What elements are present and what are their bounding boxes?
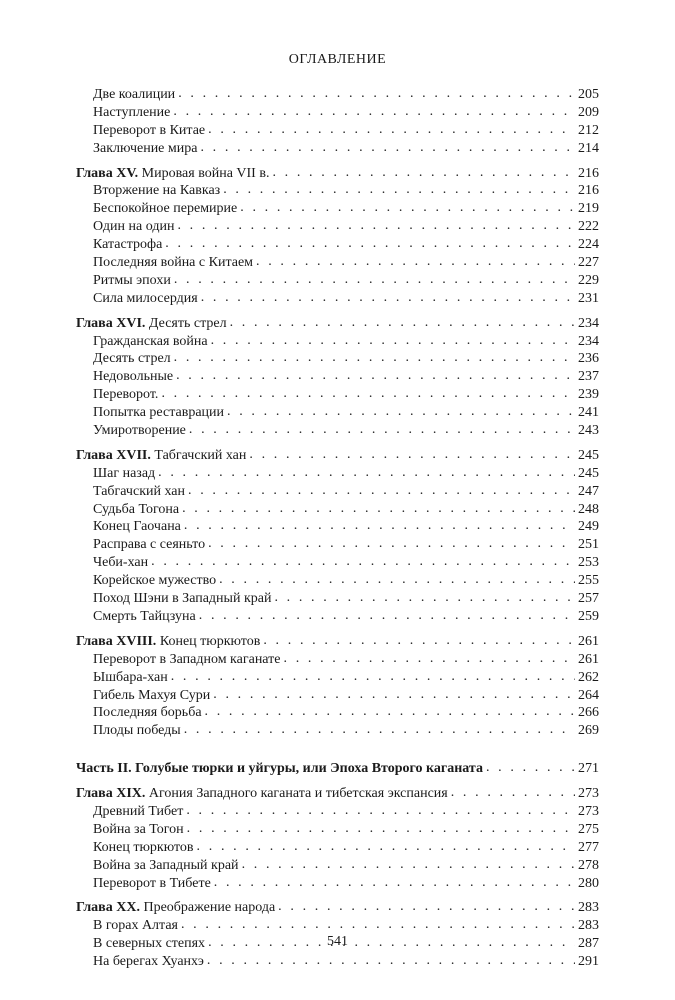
toc-entry[interactable] [76, 917, 599, 935]
toc-entry[interactable] [76, 483, 599, 501]
toc-entry-text: Беспокойное перемирие [93, 201, 238, 217]
toc-entry-text: Война за Западный край [93, 857, 239, 873]
toc-entry-page: 253 [578, 555, 599, 571]
dot-leader [188, 482, 575, 500]
dot-leader [284, 650, 576, 668]
dot-leader [242, 856, 575, 874]
toc-entry[interactable] [76, 140, 599, 158]
toc-entry[interactable] [76, 350, 599, 368]
toc-entry[interactable] [76, 104, 599, 122]
toc-entry-page: 249 [578, 519, 599, 535]
toc-entry-text: Древний Тибет [93, 803, 184, 819]
toc-entry-page: 261 [578, 633, 599, 649]
toc-entry-text: Конец Гаочана [93, 519, 181, 535]
toc-entry-title [76, 447, 246, 465]
dot-leader [176, 367, 575, 385]
toc-entry-title [93, 465, 155, 483]
toc-entry-text: Попытка реставрации [93, 405, 225, 421]
toc-entry-title [93, 86, 175, 104]
toc-entry-text: Один на один [93, 219, 175, 235]
toc-entry[interactable] [76, 254, 599, 272]
toc-entry-page: 273 [578, 803, 599, 819]
toc-entry[interactable] [76, 572, 599, 590]
toc-entry[interactable] [76, 953, 599, 971]
toc-entry-page: 275 [578, 821, 599, 837]
dot-leader [451, 784, 575, 802]
toc-entry-text: Агония Западного каганата и тибетская экспансия [148, 786, 448, 802]
toc-entry-title [93, 104, 170, 122]
toc-entry-text: Корейское мужество [93, 573, 217, 589]
toc-entry-title [93, 290, 198, 308]
dot-leader [151, 553, 575, 571]
toc-entry[interactable] [76, 651, 599, 669]
toc-entry-page: 273 [578, 786, 599, 802]
toc-entry-text: Война за Тогон [93, 821, 184, 837]
running-header: ОГЛАВЛЕНИЕ [288, 52, 387, 67]
table-of-contents [76, 86, 599, 971]
dot-leader [184, 721, 575, 739]
toc-entry-text: Умиротворение [93, 423, 186, 439]
dot-leader [189, 421, 575, 439]
toc-entry[interactable] [76, 590, 599, 608]
dot-leader [223, 181, 575, 199]
toc-entry-page: 271 [578, 761, 599, 777]
toc-entry-page: 216 [578, 165, 599, 181]
toc-entry-text: Ритмы эпохи [93, 272, 171, 288]
toc-entry-page: 255 [578, 573, 599, 589]
toc-entry-text: В северных степях [93, 936, 206, 952]
toc-entry-page: 214 [578, 140, 599, 156]
toc-entry-text: Десять стрел [148, 315, 227, 331]
toc-entry-title [93, 669, 168, 687]
dot-leader [272, 164, 575, 182]
dot-leader [182, 500, 575, 518]
toc-entry-label: Глава XX. [76, 900, 140, 916]
toc-entry-text: Переворот в Западном каганате [93, 651, 281, 667]
dot-leader [274, 589, 575, 607]
dot-leader [208, 121, 575, 139]
toc-entry-title [93, 722, 181, 740]
toc-entry-page: 229 [578, 272, 599, 288]
toc-entry-text: Сила милосердия [93, 290, 198, 306]
dot-leader [213, 686, 575, 704]
toc-entry[interactable] [76, 722, 599, 740]
toc-entry-text: На берегах Хуанхэ [93, 954, 204, 970]
toc-part[interactable] [76, 760, 599, 778]
toc-entry-page: 283 [578, 900, 599, 916]
toc-entry-text: Наступление [93, 104, 171, 120]
toc-entry[interactable] [76, 386, 599, 404]
toc-entry-text: Ышбара-хан [93, 669, 168, 685]
dot-leader [211, 332, 575, 350]
toc-entry-title [93, 608, 196, 626]
toc-entry-text: Гибель Махуя Сури [93, 687, 211, 703]
toc-entry[interactable] [76, 272, 599, 290]
toc-entry-text: Десять стрел [93, 351, 171, 367]
toc-entry-page: 261 [578, 651, 599, 667]
toc-entry[interactable] [76, 554, 599, 572]
toc-entry-page: 222 [578, 219, 599, 235]
toc-entry[interactable] [76, 518, 599, 536]
dot-leader [171, 668, 575, 686]
toc-entry[interactable] [76, 875, 599, 893]
toc-entry-text: Заключение мира [93, 140, 198, 156]
toc-entry-label: Глава XVIII. [76, 633, 157, 649]
toc-entry-page: 257 [578, 591, 599, 607]
toc-entry-page: 209 [578, 104, 599, 120]
dot-leader [230, 314, 575, 332]
dot-leader [173, 103, 575, 121]
toc-entry[interactable] [76, 218, 599, 236]
toc-entry-title [76, 899, 275, 917]
toc-entry[interactable] [76, 86, 599, 104]
dot-leader [200, 139, 575, 157]
toc-entry-title [93, 483, 185, 501]
toc-entry-text: Гражданская война [93, 333, 208, 349]
toc-entry[interactable] [76, 465, 599, 483]
toc-entry-page: 212 [578, 122, 599, 138]
toc-entry-label: Глава XV. [76, 165, 139, 181]
toc-entry-page: 259 [578, 608, 599, 624]
toc-chapter[interactable] [76, 315, 599, 333]
toc-entry[interactable] [76, 200, 599, 218]
toc-entry-title [93, 422, 186, 440]
toc-entry-title [93, 350, 171, 368]
toc-entry-text: Табгачский хан [93, 483, 185, 499]
toc-entry-page: 216 [578, 183, 599, 199]
dot-leader [249, 446, 575, 464]
toc-entry-title [93, 182, 220, 200]
toc-entry-title [93, 554, 148, 572]
toc-entry-page: 283 [578, 918, 599, 934]
toc-entry-text: Плоды победы [93, 723, 181, 739]
dot-leader [205, 703, 575, 721]
dot-leader [201, 289, 575, 307]
toc-entry-page: 224 [578, 237, 599, 253]
toc-entry-page: 291 [578, 954, 599, 970]
dot-leader [219, 571, 575, 589]
toc-entry-title [93, 953, 204, 971]
toc-chapter[interactable] [76, 785, 599, 803]
toc-entry-title [93, 140, 197, 158]
toc-entry-title [93, 518, 181, 536]
toc-entry-page: 237 [578, 369, 599, 385]
toc-entry-page: 239 [578, 387, 599, 403]
toc-entry-title [93, 501, 179, 519]
toc-entry-title [93, 333, 208, 351]
toc-entry-title [93, 236, 162, 254]
toc-entry-title [93, 272, 171, 290]
toc-entry[interactable] [76, 803, 599, 821]
toc-entry-label: Часть II. Голубые тюрки и уйгуры, или Эпоха Второго каганата [76, 761, 483, 777]
toc-entry-title [93, 218, 174, 236]
toc-entry[interactable] [76, 536, 599, 554]
toc-entry-page: 227 [578, 255, 599, 271]
toc-entry-title [93, 404, 224, 422]
dot-leader [486, 759, 575, 777]
toc-entry-page: 205 [578, 87, 599, 102]
toc-entry[interactable] [76, 236, 599, 254]
toc-entry-page: 262 [578, 669, 599, 685]
toc-entry[interactable] [76, 839, 599, 857]
toc-entry-title [93, 857, 239, 875]
toc-entry-page: 266 [578, 705, 599, 721]
toc-entry-title [93, 803, 183, 821]
toc-chapter[interactable] [76, 165, 599, 183]
page-number: 541 [327, 934, 348, 949]
dot-leader [177, 217, 575, 235]
dot-leader [197, 838, 575, 856]
toc-entry-page: 234 [578, 333, 599, 349]
toc-entry-title [93, 651, 281, 669]
toc-entry[interactable] [76, 404, 599, 422]
dot-leader [174, 271, 575, 289]
toc-entry-page: 278 [578, 857, 599, 873]
toc-entry-title [93, 917, 178, 935]
dot-leader [161, 385, 575, 403]
toc-entry-page: 234 [578, 315, 599, 331]
toc-entry[interactable] [76, 333, 599, 351]
toc-entry[interactable] [76, 182, 599, 200]
toc-entry-text: Мировая война VII в. [141, 165, 270, 181]
toc-entry-title [93, 254, 253, 272]
toc-entry[interactable] [76, 669, 599, 687]
dot-leader [165, 235, 575, 253]
toc-entry-text: В горах Алтая [93, 918, 178, 934]
toc-entry-text: Последняя война с Китаем [93, 255, 254, 271]
dot-leader [184, 517, 575, 535]
toc-entry-text: Переворот. [93, 387, 159, 403]
toc-entry-title [93, 386, 158, 404]
toc-entry[interactable] [76, 687, 599, 705]
toc-entry-title [93, 821, 184, 839]
dot-leader [181, 916, 575, 934]
toc-entry[interactable] [76, 501, 599, 519]
toc-entry-page: 277 [578, 839, 599, 855]
toc-entry-page: 264 [578, 687, 599, 703]
toc-entry-title [76, 315, 227, 333]
toc-entry-title [93, 875, 211, 893]
dot-leader [199, 607, 575, 625]
toc-entry-page: 269 [578, 723, 599, 739]
toc-entry-text: Расправа с сеяньто [93, 537, 206, 553]
toc-entry-page: 248 [578, 501, 599, 517]
toc-entry-title [93, 687, 210, 705]
toc-entry-page: 251 [578, 537, 599, 553]
toc-entry-title [93, 536, 205, 554]
toc-entry-text: Преображение народа [143, 900, 276, 916]
dot-leader [158, 464, 575, 482]
toc-entry-text: Конец тюркютов [159, 633, 261, 649]
toc-entry-page: 241 [578, 405, 599, 421]
toc-entry-page: 247 [578, 483, 599, 499]
dot-leader [186, 802, 575, 820]
toc-entry-text: Судьба Тогона [93, 501, 180, 517]
toc-entry-text: Переворот в Китае [93, 122, 206, 138]
toc-entry[interactable] [76, 821, 599, 839]
toc-entry-text: Недовольные [93, 369, 174, 385]
dot-leader [207, 952, 575, 970]
toc-entry-title [93, 200, 237, 218]
toc-entry-page: 287 [578, 936, 599, 952]
toc-entry-title [76, 633, 260, 651]
dot-leader [278, 898, 575, 916]
toc-entry[interactable] [76, 122, 599, 140]
toc-entry[interactable] [76, 857, 599, 875]
toc-entry[interactable] [76, 608, 599, 626]
toc-entry-title [93, 590, 271, 608]
toc-entry-text: Две коалиции [93, 87, 176, 102]
toc-entry-title [93, 839, 194, 857]
toc-entry-label: Глава XVI. [76, 315, 146, 331]
dot-leader [263, 632, 575, 650]
dot-leader [227, 403, 575, 421]
toc-entry-text: Табгачский хан [154, 447, 247, 463]
toc-entry-page: 280 [578, 875, 599, 891]
toc-entry[interactable] [76, 290, 599, 308]
toc-entry-title [93, 572, 216, 590]
toc-entry-page: 243 [578, 423, 599, 439]
toc-entry-page: 245 [578, 447, 599, 463]
toc-entry[interactable] [76, 704, 599, 722]
toc-entry-text: Последняя борьба [93, 705, 202, 721]
dot-leader [178, 85, 575, 103]
toc-entry-title [76, 165, 269, 183]
toc-entry-text: Поход Шэни в Западный край [93, 591, 272, 607]
toc-entry-page: 245 [578, 465, 599, 481]
toc-entry-label: Глава XVII. [76, 447, 151, 463]
toc-entry-text: Чеби-хан [93, 555, 149, 571]
toc-entry-title [76, 785, 448, 803]
toc-entry-text: Шаг назад [93, 465, 156, 481]
toc-entry-text: Смерть Тайцзуна [93, 608, 196, 624]
toc-entry-text: Конец тюркютов [93, 839, 194, 855]
dot-leader [174, 349, 575, 367]
dot-leader [214, 874, 575, 892]
toc-entry-title [76, 760, 483, 778]
toc-chapter[interactable] [76, 633, 599, 651]
toc-chapter[interactable] [76, 899, 599, 917]
toc-entry-label: Глава XIX. [76, 786, 146, 802]
toc-entry[interactable] [76, 422, 599, 440]
toc-entry[interactable] [76, 368, 599, 386]
dot-leader [208, 535, 575, 553]
toc-entry-title [93, 368, 173, 386]
dot-leader [256, 253, 575, 271]
dot-leader [240, 199, 575, 217]
dot-leader [187, 820, 575, 838]
toc-chapter[interactable] [76, 447, 599, 465]
toc-entry-text: Переворот в Тибете [93, 875, 211, 891]
toc-entry-text: Катастрофа [93, 237, 163, 253]
toc-entry-text: Вторжение на Кавказ [93, 183, 221, 199]
toc-entry-title [93, 122, 205, 140]
toc-entry-page: 219 [578, 201, 599, 217]
toc-entry-page: 236 [578, 351, 599, 367]
toc-entry-page: 231 [578, 290, 599, 306]
toc-entry-title [93, 704, 202, 722]
